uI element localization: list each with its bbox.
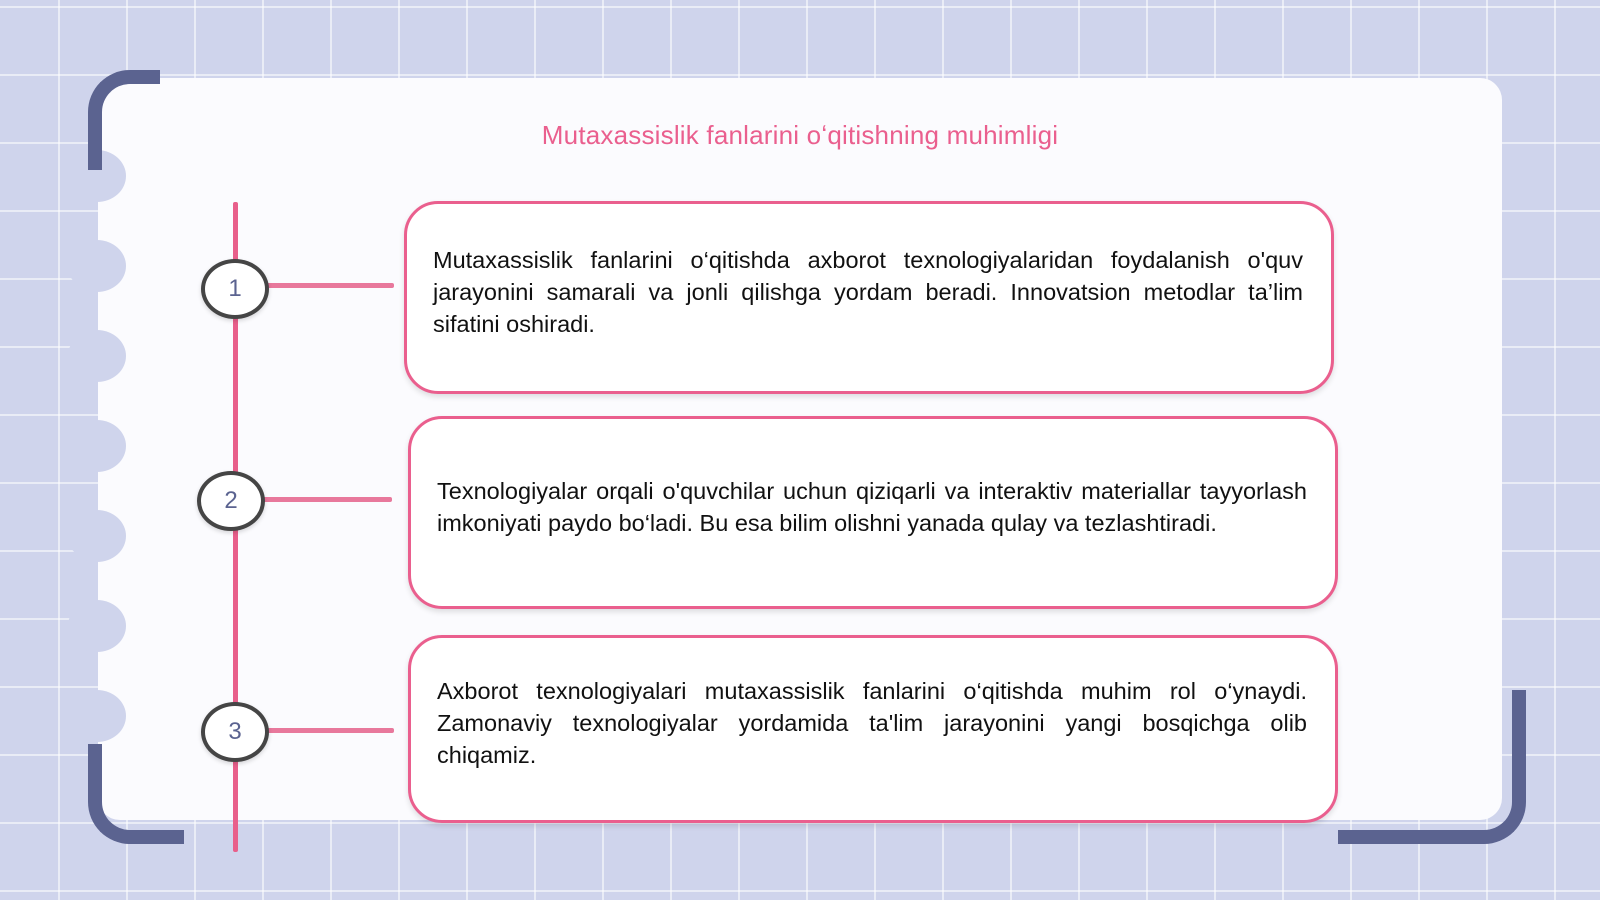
corner-bracket-bottom-left: [88, 744, 184, 844]
notebook-hole: [68, 330, 126, 382]
step-card: [404, 201, 1334, 394]
notebook-hole: [68, 510, 126, 562]
step-number-badge: 1: [201, 259, 269, 319]
notebook-hole: [68, 600, 126, 652]
step-card: [408, 635, 1338, 823]
timeline-connector: [258, 497, 392, 502]
step-card-text: Axborot texnologiyalari mutaxassislik fanlarini o‘qitishda muhim rol o‘ynaydi. Zamonaviy texnologiyalar yordamida ta'lim jarayonini yangi bosqichga olib chiqamiz.: [437, 678, 1307, 768]
timeline-connector: [262, 728, 394, 733]
notebook-hole: [68, 240, 126, 292]
timeline-connector: [262, 283, 394, 288]
corner-bracket-bottom-right: [1338, 690, 1526, 844]
step-number-badge: 2: [197, 471, 265, 531]
step-number-badge: 3: [201, 702, 269, 762]
slide-title: Mutaxassislik fanlarini oʻqitishning muhimligi: [541, 120, 1059, 150]
notebook-hole: [68, 690, 126, 742]
notebook-hole: [68, 420, 126, 472]
step-card: [408, 416, 1338, 609]
step-card-text: Texnologiyalar orqali o'quvchilar uchun qiziqarli va interaktiv materiallar tayyorlash imkoniyati paydo bo‘ladi. Bu esa bilim olishni yanada qulay va tezlashtiradi.: [437, 477, 1307, 536]
step-card-text: Mutaxassislik fanlarini o‘qitishda axborot texnologiyalaridan foydalanish o'quv jarayonini samarali va jonli qilishga yordam beradi. Innovatsion metodlar ta’lim sifatini oshiradi.: [433, 246, 1303, 337]
corner-bracket-top-left: [88, 70, 160, 170]
